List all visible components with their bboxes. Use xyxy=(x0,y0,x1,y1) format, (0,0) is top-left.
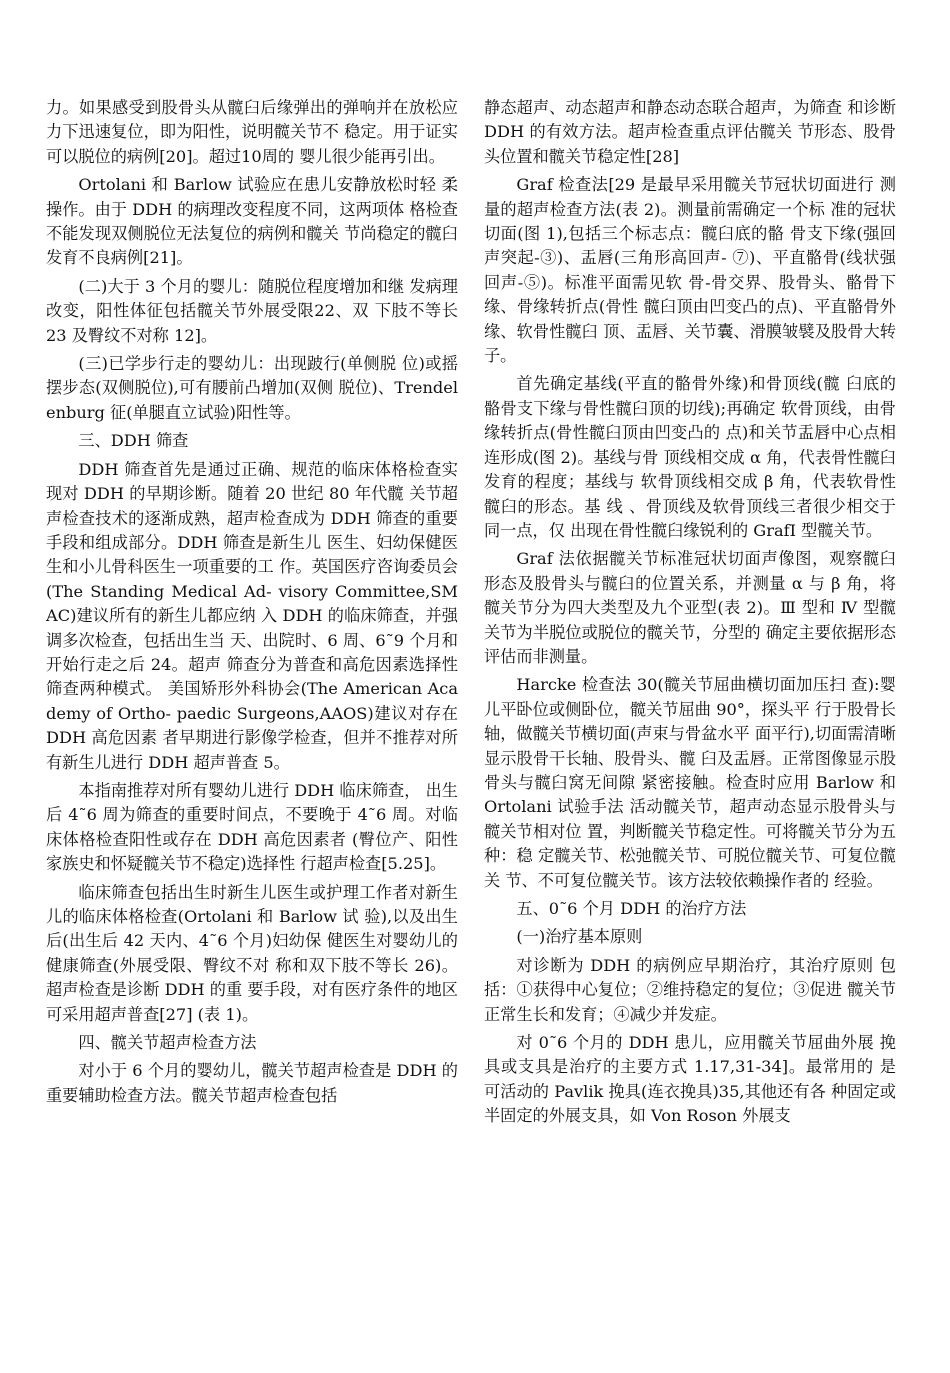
paragraph: 力。如果感受到股骨头从髋臼后缘弹出的弹响并在放松应力下迅速复位，即为阳性，说明髋关节不 稳定。用于证实可以脱位的病例[20]。超过10周的 婴儿很少能再引出。 xyxy=(46,98,458,166)
paragraph: 对 0˜6 个月的 DDH 患儿，应用髋关节屈曲外展 挽具或支具是治疗的主要方式 1.17,31-34]。最常用的 是可活动的 Pavlik 挽具(连衣挽具)35,其他还有各 种固定或半固定的外展支具，如 Von Roson 外展支 xyxy=(484,1033,896,1126)
section-heading: 四、髋关节超声检查方法 xyxy=(78,1033,257,1053)
paragraph: DDH 筛查首先是通过正确、规范的临床体格检查实现对 DDH 的早期诊断。随着 20 世纪 80 年代髋 关节超声检查技术的逐渐成熟，超声检查成为 DDH 筛查的重要手段和组成部分。DDH 筛查是新生儿 医生、妇幼保健医生和小儿骨科医生一项重要的工 作。英国医疗咨询委员会(The Standing Medical Ad- visory Committee,SMAC)建议所有的新生儿都应纳 入 DDH 的临床筛查，并强调多次检查，包括出生当 天、出院时、6 周、6˜9 个月和开始行走之后 24。超声 筛查分为普查和高危因素选择性筛查两种模式。 美国矫形外科协会(The American Academy of Ortho- paedic Surgeons,AAOS)建议对存在 DDH 高危因素 者早期进行影像学检查，但并不推荐对所有新生儿进行 DDH 超声普查 5。 xyxy=(46,459,458,772)
section-heading: 五、0˜6 个月 DDH 的治疗方法 xyxy=(516,899,747,918)
paragraph: (二)大于 3 个月的婴儿：随脱位程度增加和继 发病理改变，阳性体征包括髋关节外展受限22、双 下肢不等长 23 及臀纹不对称 12]。 xyxy=(46,276,458,345)
section-heading: 三、DDH 筛查 xyxy=(78,431,189,451)
paragraph: 静态超声、动态超声和静态动态联合超声，为筛查 和诊断 DDH 的有效方法。超声检查重点评估髋关 节形态、股骨头位置和髋关节稳定性[28] xyxy=(484,98,896,166)
subsection-heading: (一)治疗基本原则 xyxy=(516,927,643,947)
paragraph: Graf 检查法[29 是最早采用髋关节冠状切面进行 测量的超声检查方法(表 2)。测量前需确定一个标 准的冠状切面(图 1),包括三个标志点：髋臼底的骼 骨支下缘(强回声突起-③)、盂唇(三角形高回声- ⑦)、平直骼骨(线状强回声-⑤)。标准平面需见软 骨-骨交界、股骨头、骼骨下缘、骨缘转折点(骨性 髋臼顶由凹变凸的点)、平直骼骨外缘、软骨性髋臼 顶、盂唇、关节囊、滑膜皱襞及股骨大转子。 xyxy=(484,175,896,366)
paragraph: 本指南推荐对所有婴幼儿进行 DDH 临床筛查， 出生后 4˜6 周为筛查的重要时间点，不要晚于 4˜6 周。对临床体格检查阳性或存在 DDH 高危因素者 (臀位产、阳性家族史和怀疑髋关节不稳定)选择性 行超声检查[5.25]。 xyxy=(46,780,458,874)
right-column xyxy=(484,96,896,1129)
paragraph: Harcke 检查法 30(髋关节屈曲横切面加压扫 查):婴儿平卧位或侧卧位，髋关节屈曲 90°，探头平 行于股骨长轴，做髋关节横切面(声束与骨盆水平 面平行),切面需清晰显示股骨干长轴、股骨头、髋 臼及盂唇。正常图像显示股骨头与髋臼窝无间隙 紧密接触。检查时应用 Barlow 和 Ortolani 试验手法 活动髋关节，超声动态显示股骨头与髋关节相对位 置，判断髋关节稳定性。可将髋关节分为五种：稳 定髋关节、松弛髋关节、可脱位髋关节、可复位髋关 节、不可复位髋关节。该方法较依赖操作者的 经验。 xyxy=(484,675,896,890)
paragraph: (三)已学步行走的婴幼儿：出现跛行(单侧脱 位)或摇摆步态(双侧脱位),可有腰前凸增加(双侧 脱位)、Trendelenburg 征(单腿直立试验)阳性等。 xyxy=(46,354,458,422)
paragraph: 临床筛查包括出生时新生儿医生或护理工作者对新生儿的临床体格检查(Ortolani 和 Barlow 试 验),以及出生后(出生后 42 天内、4˜6 个月)妇幼保 健医生对婴幼儿的健康筛查(外展受限、臀纹不对 称和双下肢不等长 26)。超声检查是诊断 DDH 的重 要手段，对有医疗条件的地区可采用超声普查[27] (表 1)。 xyxy=(46,882,458,1024)
paragraph: Graf 法依据髋关节标准冠状切面声像图，观察髋臼形态及股骨头与髋臼的位置关系，并测量 α 与 β 角，将髋关节分为四大类型及九个亚型(表 2)。Ⅲ 型和 Ⅳ 型髋关节为半脱位或脱位的髋关节，分型的 确定主要依据形态评估而非测量。 xyxy=(484,549,896,666)
paragraph: 首先确定基线(平直的骼骨外缘)和骨顶线(髋 臼底的骼骨支下缘与骨性髋臼顶的切线);再确定 软骨顶线，由骨缘转折点(骨性髋臼顶由凹变凸的 点)和关节盂唇中心点相连形成(图 2)。基线与骨 顶线相交成 α 角，代表骨性髋臼发育的程度；基线与 软骨顶线相交成 β 角，代表软骨性髋臼的形态。基 线 、骨顶线及软骨顶线三者很少相交于同一点，仅 出现在骨性髋臼缘锐利的 GrafI 型髋关节。 xyxy=(484,374,896,540)
paragraph: 对小于 6 个月的婴幼儿，髋关节超声检查是 DDH 的重要辅助检查方法。髋关节超声检查包括 xyxy=(46,1061,458,1105)
left-column xyxy=(46,96,458,1108)
paragraph: 对诊断为 DDH 的病例应早期治疗，其治疗原则 包括：①获得中心复位；②维持稳定的复位；③促进 髋关节正常生长和发育；④减少并发症。 xyxy=(484,955,896,1024)
paragraph: Ortolani 和 Barlow 试验应在患儿安静放松时轻 柔操作。由于 DDH 的病理改变程度不同，这两项体 格检查不能发现双侧脱位无法复位的病例和髋关 节尚稳定的髋臼发育不良病例[21]。 xyxy=(46,175,458,268)
